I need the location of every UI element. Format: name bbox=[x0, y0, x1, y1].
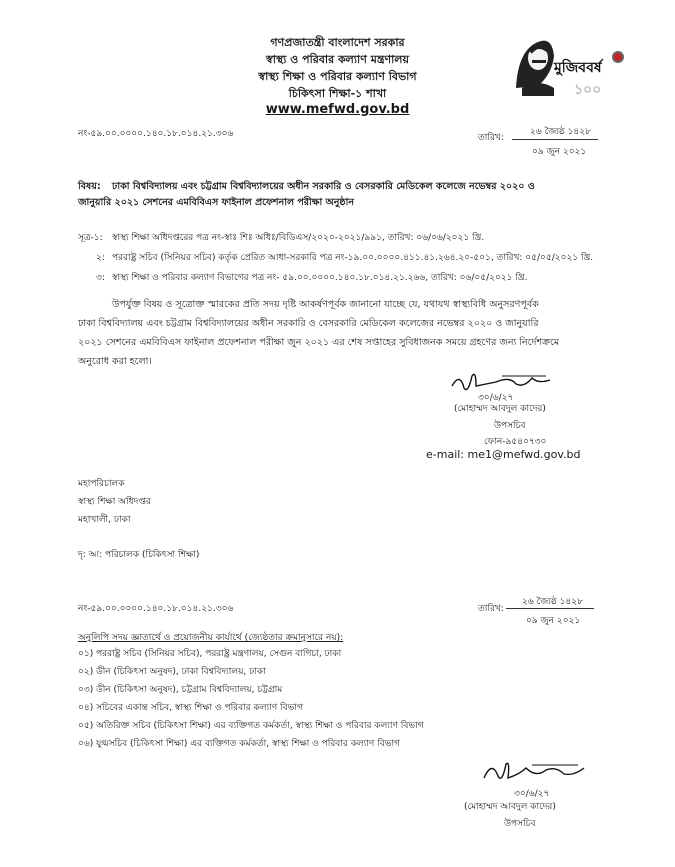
subject-line-2: জানুয়ারি ২০২১ সেশনের এমবিবিএস ফাইনাল প্রফেশনাল পরীক্ষা অনুষ্ঠান bbox=[78, 197, 355, 208]
body-line-2: ঢাকা বিশ্ববিদ্যালয় এবং চট্টগ্রাম বিশ্ববিদ্যালয়ের অধীন সরকারি ও বেসরকারি মেডিকেল কলেজের নভেম্বর ২০২০ ও জানুয়ারি bbox=[78, 318, 539, 329]
recipient-office: স্বাস্থ্য শিক্ষা অধিদপ্তর bbox=[78, 497, 151, 507]
subject-label: বিষয়: bbox=[78, 181, 101, 192]
copy-item: ০৬) যুগ্মসচিব (চিকিৎসা শিক্ষা) এর ব্যক্তিগত কর্মকর্তা, স্বাস্থ্য শিক্ষা ও পরিবার কল্যাণ বিভাগ bbox=[78, 739, 401, 749]
signatory-phone: ফোন-৯৫৪০৭৩০ bbox=[484, 437, 547, 447]
date-divider bbox=[512, 139, 598, 140]
logo-number: ১০০ bbox=[574, 82, 602, 98]
ministry-name: স্বাস্থ্য ও পরিবার কল্যাণ মন্ত্রণালয় bbox=[266, 53, 409, 66]
memo-number-2: নং-৫৯.০০.০০০০.১৪০.১৮.০১৪.২১.৩০৬ bbox=[78, 604, 234, 614]
date-label-2: তারিখ: bbox=[478, 604, 504, 614]
signatory-name-1: (মোহাম্মদ আবদুল কাদের) bbox=[454, 404, 546, 414]
record-icon bbox=[612, 51, 624, 63]
signature-2 bbox=[480, 756, 590, 790]
copy-item: ০৪) সচিবের একান্ত সচিব, স্বাস্থ্য শিক্ষা ও পরিবার কল্যাণ বিভাগ bbox=[78, 703, 303, 713]
copy-item: ০৩) ডীন (চিকিৎসা অনুষদ), চট্টগ্রাম বিশ্ববিদ্যালয়, চট্টগ্রাম bbox=[78, 685, 283, 695]
subject-line-1: ঢাকা বিশ্ববিদ্যালয় এবং চট্টগ্রাম বিশ্ববিদ্যালয়ের অধীন সরকারি ও বেসরকারি মেডিকেল কলেজে নভেম্বর ২০২০ ও bbox=[112, 181, 535, 192]
division-name: স্বাস্থ্য শিক্ষা ও পরিবার কল্যাণ বিভাগ bbox=[258, 70, 417, 83]
body-line-1: উপর্যুক্ত বিষয় ও সূত্রোক্ত স্মারকের প্রতি সদয় দৃষ্টি আকর্ষণপূর্বক জানানো যাচ্ছে যে, যথাযথ স্বাস্থ্যবিধি অনুসরণপূর্বক bbox=[112, 299, 539, 310]
signature-date-1: ৩০/৬/২৭ bbox=[478, 393, 514, 403]
copy-item: ০৫) অতিরিক্ত সচিব (চিকিৎসা শিক্ষা) এর ব্যক্তিগত কর্মকর্তা, স্বাস্থ্য শিক্ষা ও পরিবার কল্যাণ বিভাগ bbox=[78, 721, 424, 731]
date-bangla: ২৬ জ্যৈষ্ঠ ১৪২৮ bbox=[530, 127, 591, 137]
copy-item: ০২) ডীন (চিকিৎসা অনুষদ), ঢাকা বিশ্ববিদ্যালয়, ঢাকা bbox=[78, 667, 266, 677]
website-link[interactable]: www.mefwd.gov.bd bbox=[265, 102, 410, 117]
source-number-3: ৩: bbox=[96, 273, 105, 283]
recipient-title: মহাপরিচালক bbox=[78, 479, 125, 489]
section-name: চিকিৎসা শিক্ষা-১ শাখা bbox=[288, 87, 387, 100]
source-item-3: স্বাস্থ্য শিক্ষা ও পরিবার কল্যাণ বিভাগের পত্র নং- ৫৯.০০.০০০০.১৪০.১৮.০১৪.২১.২৬৬, তারিখ: ০৬/০৫/২০২১ খ্রি. bbox=[112, 273, 528, 283]
source-item-1: স্বাস্থ্য শিক্ষা অধিদপ্তরের পত্র নং-স্বাঃ শিঃ অধিঃ/বিডিএস/২০২০-২০২১/৯৯১, তারিখ: ০৬/০৬/২০২১ খ্রি. bbox=[112, 233, 485, 243]
logo-text: মুজিববর্ষ bbox=[554, 60, 602, 76]
date-english: ০৯ জুন ২০২১ bbox=[532, 147, 587, 157]
body-line-4: অনুরোধ করা হলো। bbox=[78, 356, 152, 367]
signature-date-2: ৩০/৬/২৭ bbox=[514, 789, 550, 799]
source-number-2: ২: bbox=[96, 253, 105, 263]
copies-heading: অনুলিপি সদয় জ্ঞাতার্থে ও প্রয়োজনীয় কার্যার্থে (জ্যেষ্ঠতার ক্রমানুসারে নয়): bbox=[78, 633, 344, 643]
body-line-3: ২০২১ সেশনের এমবিবিএস ফাইনাল প্রফেশনাল পরীক্ষা জুন ২০২১ এর শেষ সপ্তাহের সুবিধাজনক সময়ে গ্রহণের জন্য নির্দেশক্রমে bbox=[78, 337, 560, 348]
signatory-designation-1: উপসচিব bbox=[494, 421, 526, 431]
attention-line: দৃ: আ: পরিচালক (চিকিৎসা শিক্ষা) bbox=[78, 550, 200, 560]
date-bangla-2: ২৬ জ্যৈষ্ঠ ১৪২৮ bbox=[522, 597, 583, 607]
govt-name: গণপ্রজাতন্ত্রী বাংলাদেশ সরকার bbox=[270, 36, 405, 49]
date-label: তারিখ: bbox=[478, 133, 504, 143]
mujib-borsho-logo bbox=[508, 30, 600, 102]
memo-number: নং-৫৯.০০.০০০০.১৪০.১৮.০১৪.২১.৩০৬ bbox=[78, 129, 234, 139]
date-english-2: ০৯ জুন ২০২১ bbox=[526, 616, 581, 626]
signatory-email[interactable]: e-mail: me1@mefwd.gov.bd bbox=[426, 448, 581, 461]
date-divider-2 bbox=[506, 608, 594, 609]
source-label: সূত্র-১: bbox=[78, 233, 103, 243]
recipient-location: মহাখালী, ঢাকা bbox=[78, 515, 131, 525]
source-item-2: পররাষ্ট্র সচিব (সিনিয়র সচিব) কর্তৃক প্রেরিত আধা-সরকারি পত্র নং-১৯.০০.০০০০.৪১১.৪১.২৬৪.২০-৫০১, তারিখ: ০৫/০৫/২০২১ খ্রি. bbox=[112, 253, 594, 263]
copy-item: ০১) পররাষ্ট্র সচিব (সিনিয়র সচিব), পররাষ্ট্র মন্ত্রণালয়, সেগুন বাগিচা, ঢাকা bbox=[78, 649, 342, 659]
signatory-designation-2: উপসচিব bbox=[504, 819, 536, 829]
signatory-name-2: (মোহাম্মদ আবদুল কাদের) bbox=[464, 802, 556, 812]
